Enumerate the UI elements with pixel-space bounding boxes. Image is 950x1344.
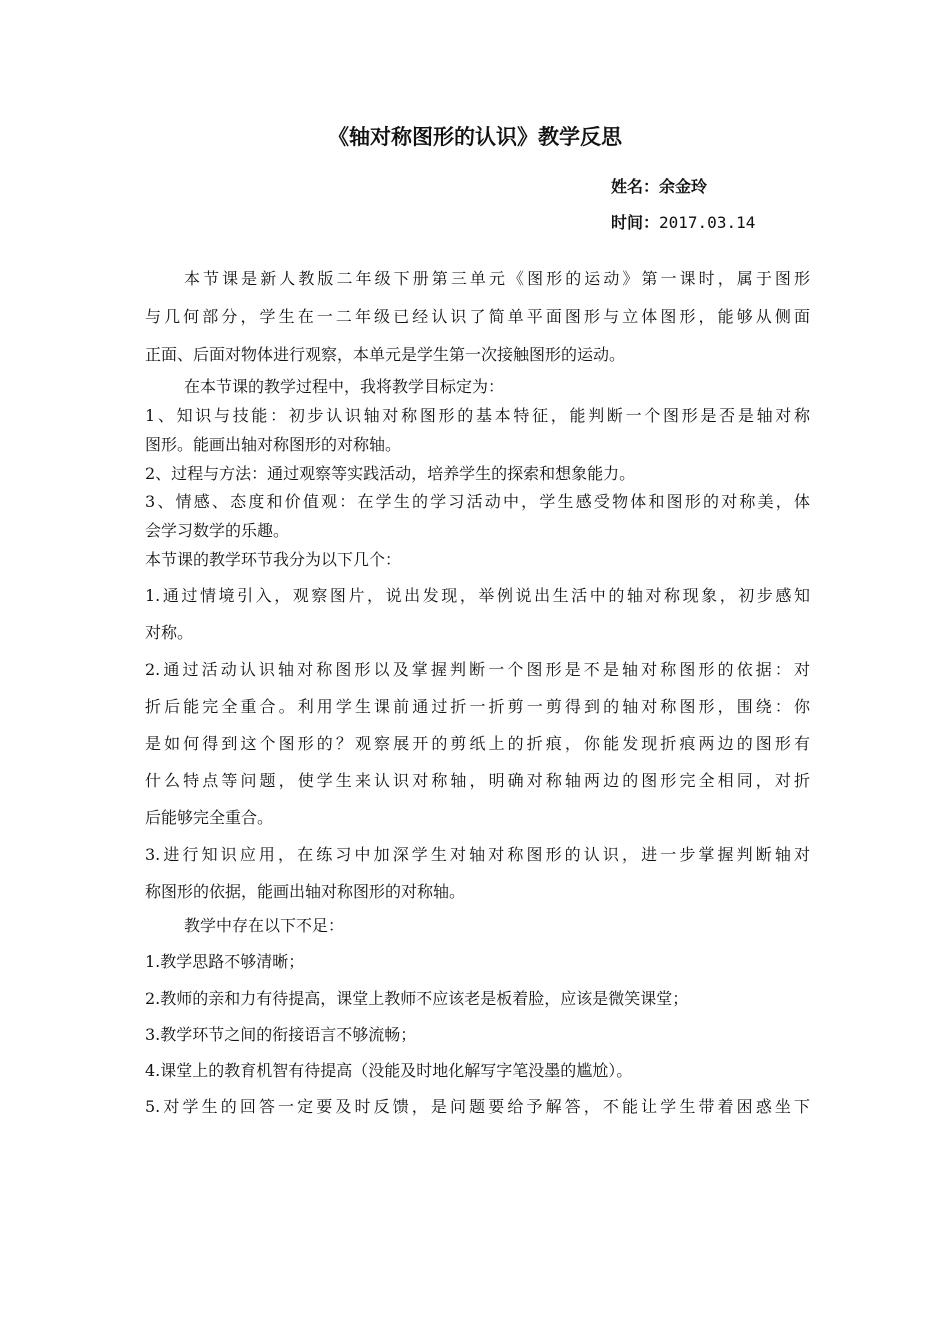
goal-line: 1、知识与技能：初步认识轴对称图形的基本特征，能判断一个图形是否是轴对称 [145,406,810,425]
goals-intro: 在本节课的教学过程中，我将教学目标定为： [184,377,505,396]
goal-line: 会学习数学的乐趣。 [145,521,290,540]
shortcoming-line: 1.教学思路不够清晰； [145,952,305,971]
step-line: 后能够完全重合。 [145,808,274,827]
shortcoming-line: 3.教学环节之间的衔接语言不够流畅； [145,1025,417,1044]
date-value: 2017.03.14 [659,213,756,232]
intro-line: 正面、后面对物体进行观察，本单元是学生第一次接触图形的运动。 [145,345,626,364]
date-label: 时间： [611,213,660,232]
shortcoming-line: 5.对学生的回答一定要及时反馈，是问题要给予解答，不能让学生带着困惑坐下 [145,1097,810,1116]
step-line: 称图形的依据，能画出轴对称图形的对称轴。 [145,882,466,901]
step-line: 3.进行知识应用，在练习中加深学生对轴对称图形的认识，进一步掌握判断轴对 [145,845,810,864]
step-line: 2.通过活动认识轴对称图形以及掌握判断一个图形是不是轴对称图形的依据：对 [145,660,810,679]
author-line [611,175,707,199]
intro-line: 与几何部分，学生在一二年级已经认识了简单平面图形与立体图形，能够从侧面 [145,307,810,326]
step-line: 对称。 [145,623,194,642]
shortcomings-intro: 教学中存在以下不足： [184,916,345,935]
goal-line: 3、情感、态度和价值观：在学生的学习活动中，学生感受物体和图形的对称美，体 [145,492,810,511]
intro-line: 本节课是新人教版二年级下册第三单元《图形的运动》第一课时，属于图形 [184,269,810,288]
date-line [611,211,755,235]
shortcoming-line: 2.教师的亲和力有待提高，课堂上教师不应该老是板着脸，应该是微笑课堂； [145,989,689,1008]
step-line: 是如何得到这个图形的？观察展开的剪纸上的折痕，你能发现折痕两边的图形有 [145,734,810,753]
step-line: 什么特点等问题，使学生来认识对称轴，明确对称轴两边的图形完全相同，对折 [145,771,810,790]
document-title: 《轴对称图形的认识》教学反思 [328,125,622,149]
goal-line: 2、过程与方法：通过观察等实践活动，培养学生的探索和想象能力。 [145,464,636,483]
author-label: 姓名： [611,177,660,196]
shortcoming-line: 4.课堂上的教育机智有待提高（没能及时地化解写字笔没墨的尴尬）。 [145,1061,633,1080]
steps-intro: 本节课的教学环节我分为以下几个： [145,550,402,569]
goal-line: 图形。能画出轴对称图形的对称轴。 [145,435,402,454]
step-line: 1.通过情境引入，观察图片，说出发现，举例说出生活中的轴对称现象，初步感知 [145,586,810,605]
step-line: 折后能完全重合。利用学生课前通过折一折剪一剪得到的轴对称图形，围绕：你 [145,697,810,716]
author-name: 余金玲 [659,177,708,196]
